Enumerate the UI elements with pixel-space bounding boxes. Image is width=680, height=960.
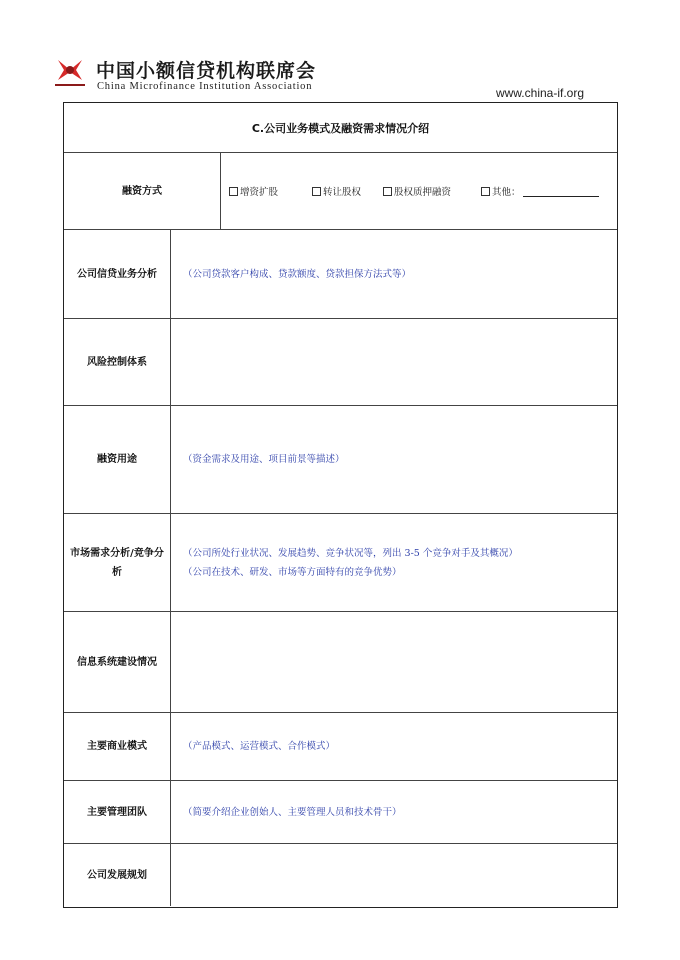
row-label: 风险控制体系 <box>64 319 171 405</box>
option-equity-transfer[interactable]: 转让股权 <box>312 184 361 198</box>
row-label: 主要管理团队 <box>64 781 171 843</box>
checkbox-icon[interactable] <box>383 187 392 196</box>
row-financing-use <box>64 406 617 514</box>
financing-row <box>64 153 617 230</box>
row-content[interactable] <box>171 844 617 906</box>
row-development-plan <box>64 844 617 906</box>
row-content[interactable] <box>171 781 617 843</box>
row-content[interactable] <box>171 612 617 712</box>
form-title: C.公司业务模式及融资需求情况介绍 <box>64 103 617 153</box>
row-label: 公司信贷业务分析 <box>64 230 171 318</box>
row-credit-analysis <box>64 230 617 319</box>
content-line: （简要介绍企业创始人、主要管理人员和技术骨干） <box>183 806 402 818</box>
option-capital-increase[interactable]: 增资扩股 <box>229 184 278 198</box>
content-line: （公司所处行业状况、发展趋势、竞争状况等，列出 3-5 个竞争对手及其概况） <box>183 547 518 559</box>
row-label: 融资用途 <box>64 406 171 513</box>
row-content[interactable] <box>171 713 617 780</box>
row-label: 主要商业模式 <box>64 713 171 780</box>
row-management-team <box>64 781 617 844</box>
checkbox-icon[interactable] <box>312 187 321 196</box>
checkbox-icon[interactable] <box>481 187 490 196</box>
website-link[interactable]: www.china-if.org <box>495 86 584 100</box>
content-line: （产品模式、运营模式、合作模式） <box>183 741 336 752</box>
financing-options <box>221 153 617 229</box>
financing-label: 融资方式 <box>64 153 221 229</box>
row-content[interactable] <box>171 514 617 611</box>
row-label: 公司发展规划 <box>64 844 171 906</box>
cmia-logo-icon <box>52 52 88 88</box>
checkbox-icon[interactable] <box>229 187 238 196</box>
business-model-form <box>63 102 618 908</box>
row-content[interactable] <box>171 230 617 318</box>
row-label: 信息系统建设情况 <box>64 612 171 712</box>
other-input-line[interactable] <box>523 186 599 197</box>
content-line: （资金需求及用途、项目前景等描述） <box>183 454 345 465</box>
row-risk-control <box>64 319 617 406</box>
org-name-en: China Microfinance Institution Association <box>97 81 313 92</box>
row-content[interactable] <box>171 406 617 513</box>
org-name-cn: 中国小额信贷机构联席会 <box>96 60 317 82</box>
row-content[interactable] <box>171 319 617 405</box>
row-business-model <box>64 713 617 781</box>
row-info-system <box>64 612 617 713</box>
row-market-analysis <box>64 514 617 612</box>
option-other[interactable]: 其他： <box>481 184 599 198</box>
content-line: （公司贷款客户构成、贷款额度、贷款担保方法式等） <box>183 268 412 280</box>
option-equity-pledge[interactable]: 股权质押融资 <box>383 184 451 198</box>
content-line: （公司在技术、研发、市场等方面特有的竞争优势） <box>183 566 402 578</box>
page-header <box>0 0 680 110</box>
row-label: 市场需求分析/竞争分析 <box>64 514 171 611</box>
